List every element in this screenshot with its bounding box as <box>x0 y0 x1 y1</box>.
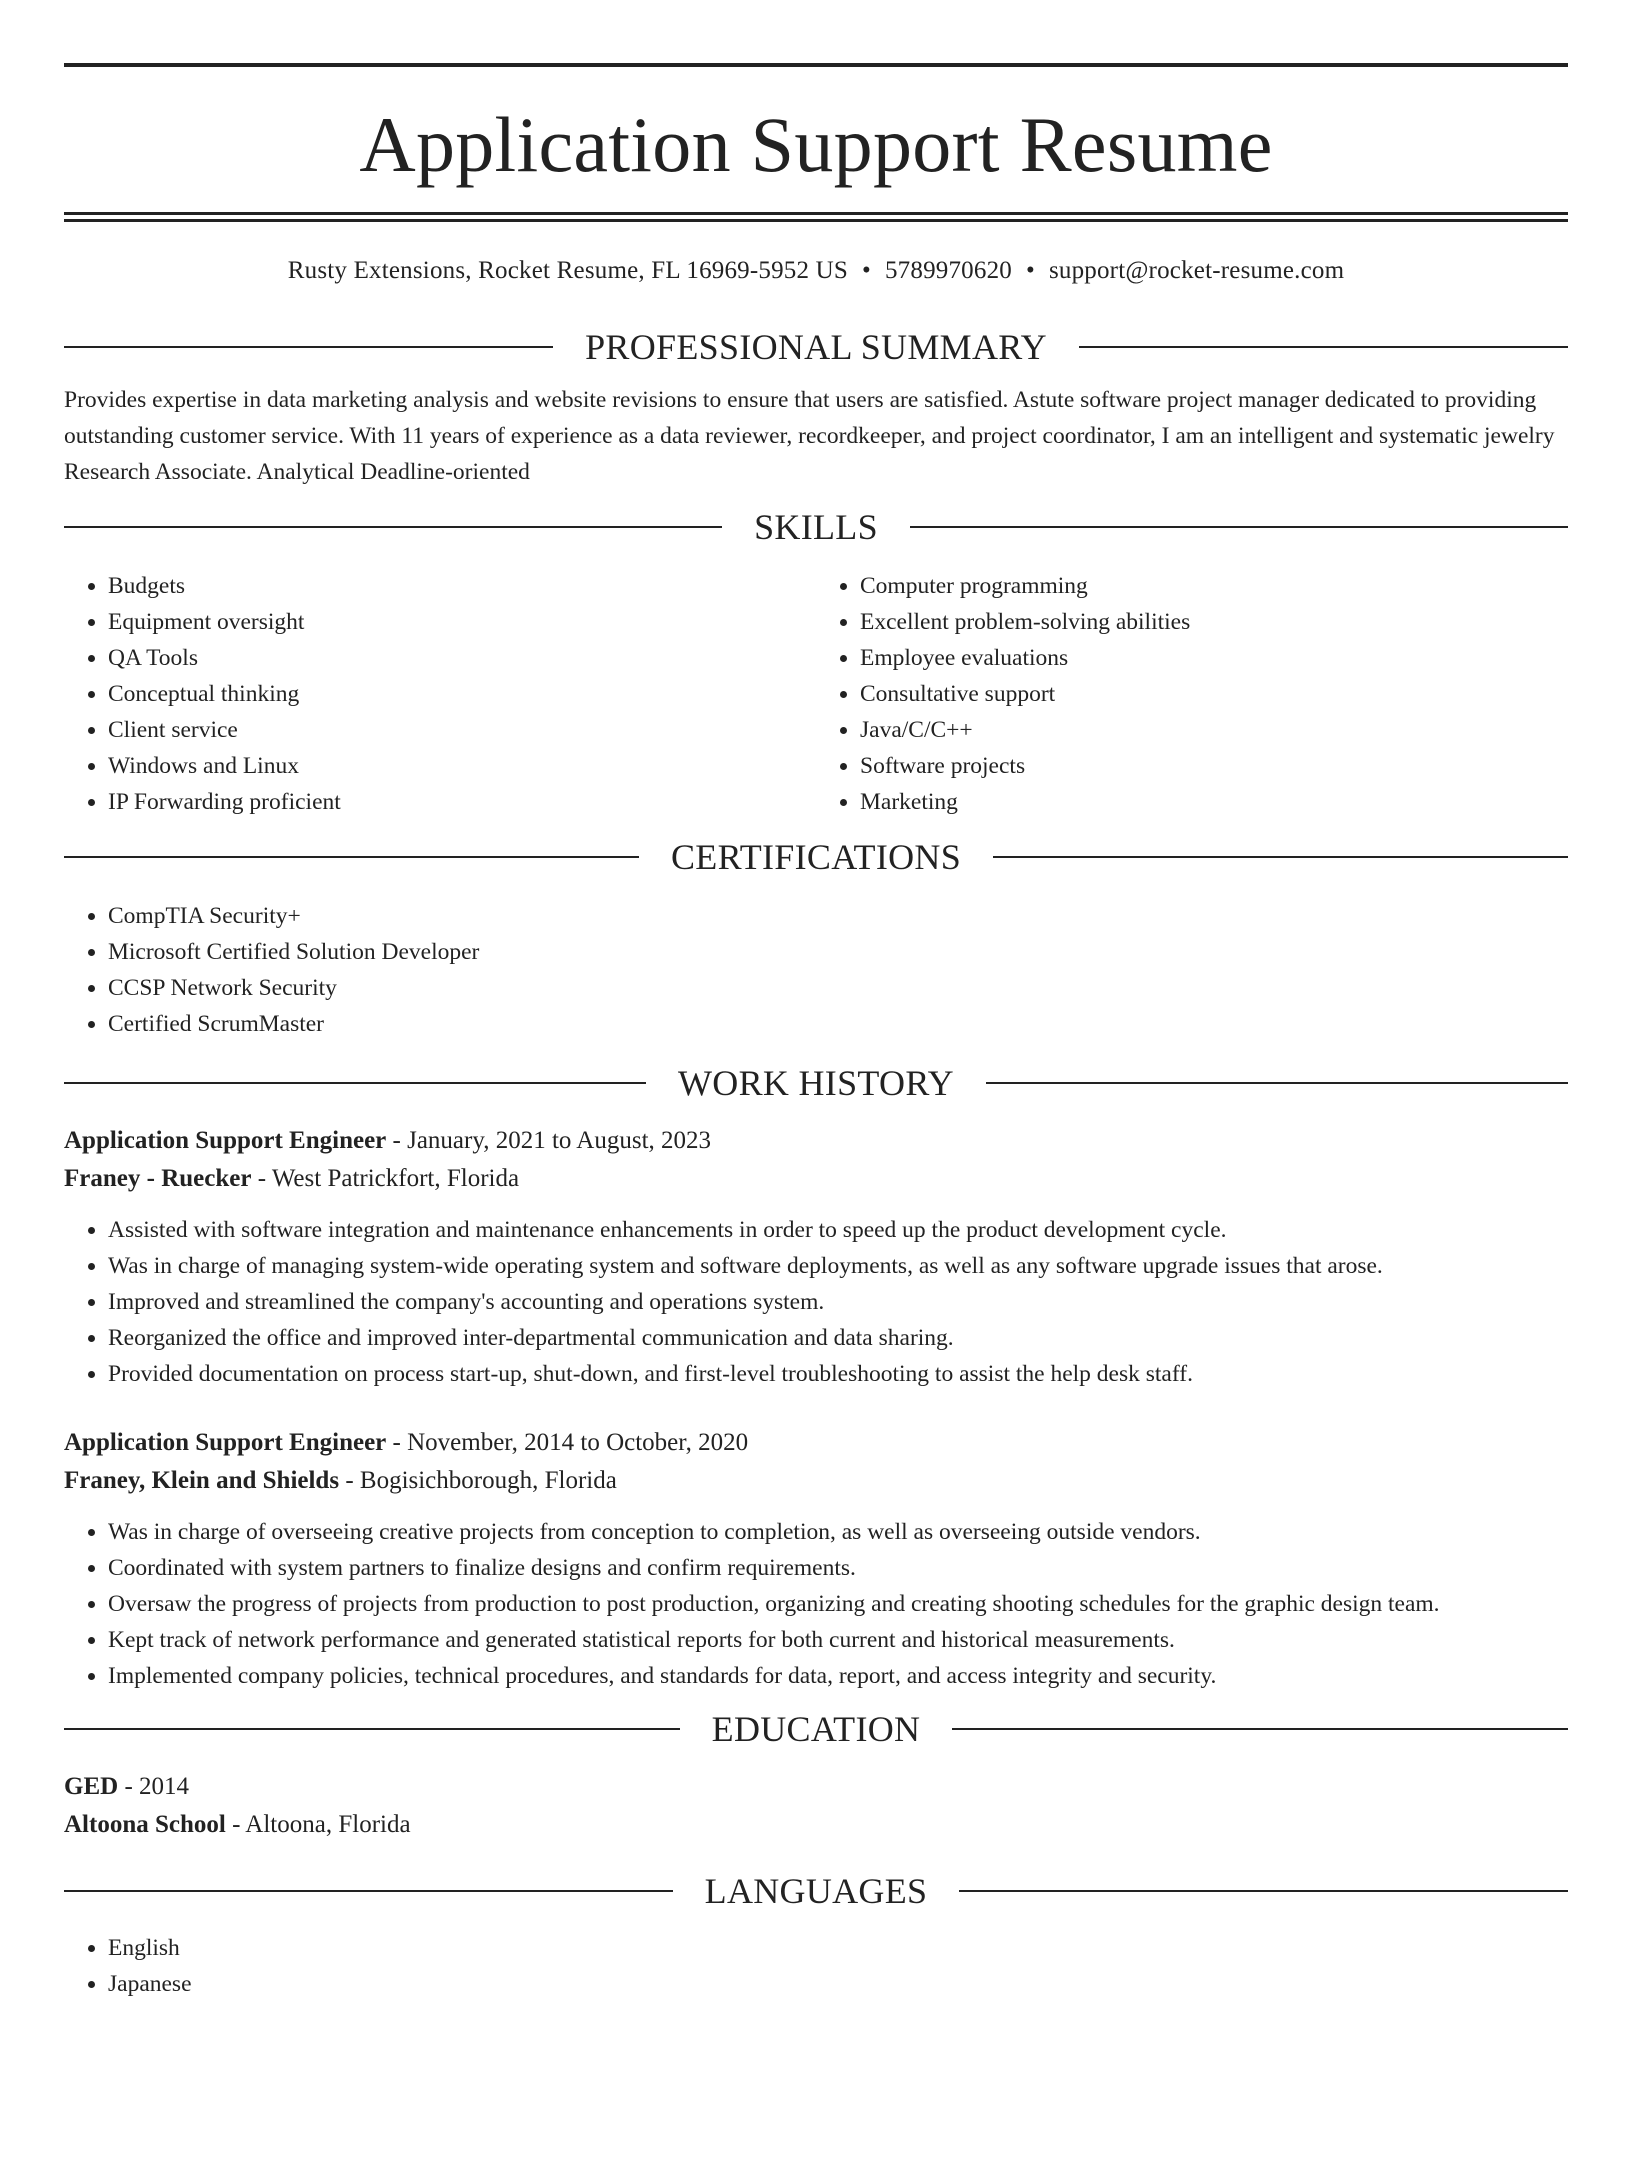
resume-page <box>0 63 1632 2175</box>
job-separator: - <box>386 1429 408 1456</box>
contact-separator: • <box>1025 257 1035 284</box>
list-item: • English <box>108 1930 1568 1966</box>
list-item: • Marketing <box>860 784 1568 820</box>
list-item: • Conceptual thinking <box>108 676 816 712</box>
job-company: Franey, Klein and Shields <box>64 1467 340 1494</box>
list-item: • Software projects <box>860 748 1568 784</box>
heading-rule-right <box>993 856 1568 858</box>
section-heading-work <box>64 1062 1568 1104</box>
skills-column-left <box>64 568 816 820</box>
section-heading-skills <box>64 506 1568 548</box>
job-separator: - <box>386 1127 408 1154</box>
contact-phone: 5789970620 <box>884 257 1012 284</box>
list-item: • Consultative support <box>860 676 1568 712</box>
section-heading-education <box>64 1708 1568 1750</box>
heading-rule-left <box>64 526 722 528</box>
list-item: • Computer programming <box>860 568 1568 604</box>
heading-rule-left <box>64 1890 673 1892</box>
job-dates: January, 2021 to August, 2023 <box>407 1127 712 1154</box>
list-item: • Improved and streamlined the company's accounting and operations system. <box>108 1284 1568 1320</box>
list-item: • CCSP Network Security <box>108 970 1568 1006</box>
section-heading-certifications <box>64 836 1568 878</box>
summary-text: Provides expertise in data marketing analysis and website revisions to ensure that users are satisfied. Astute software project manager dedicated to providing outstanding customer service. With 11 years of experience as a data reviewer, recordkeeper, and project coordinator, I am an intelligent and systematic jewelry Research Associate. Analytical Deadline-oriented <box>64 387 1555 485</box>
list-item: • Excellent problem-solving abilities <box>860 604 1568 640</box>
heading-rule-left <box>64 1728 680 1730</box>
heading-rule-right <box>986 1082 1568 1084</box>
list-item: • Was in charge of overseeing creative projects from conception to completion, as well as overseeing outside vendors. <box>108 1514 1568 1550</box>
list-item: • Budgets <box>108 568 816 604</box>
list-item: • Windows and Linux <box>108 748 816 784</box>
education-school: Altoona School <box>64 1811 226 1838</box>
list-item: • Client service <box>108 712 816 748</box>
list-item: • Implemented company policies, technical procedures, and standards for data, report, and access integrity and security. <box>108 1658 1568 1694</box>
contact-email: support@rocket-resume.com <box>1048 257 1345 284</box>
education-entry <box>64 1768 1568 1844</box>
heading-rule-left <box>64 1082 646 1084</box>
education-separator: - <box>118 1773 140 1800</box>
list-item: • CompTIA Security+ <box>108 898 1568 934</box>
job-bullets <box>64 1514 1568 1694</box>
contact-separator: • <box>862 257 871 284</box>
job-location: West Patrickfort, Florida <box>271 1165 520 1192</box>
list-item: • Kept track of network performance and generated statistical reports for both current and historical measurements. <box>108 1622 1568 1658</box>
education-degree: GED <box>64 1773 119 1800</box>
list-item: • QA Tools <box>108 640 816 676</box>
heading-rule-right <box>959 1890 1568 1892</box>
list-item: • Java/C/C++ <box>860 712 1568 748</box>
top-rule <box>64 63 1568 67</box>
list-item: • IP Forwarding proficient <box>108 784 816 820</box>
list-item: • Certified ScrumMaster <box>108 1006 1568 1042</box>
education-year: 2014 <box>139 1773 190 1800</box>
job-title-line <box>64 1122 1568 1160</box>
list-item: • Equipment oversight <box>108 604 816 640</box>
job-title: Application Support Engineer <box>64 1127 387 1154</box>
job-title: Application Support Engineer <box>64 1429 387 1456</box>
job-company-line <box>64 1160 1568 1198</box>
contact-address: Rusty Extensions, Rocket Resume, FL 16969-5952 US <box>287 257 849 284</box>
skills-column-right <box>816 568 1568 820</box>
list-item: • Assisted with software integration and maintenance enhancements in order to speed up the product development cycle. <box>108 1212 1568 1248</box>
education-separator: - <box>225 1811 246 1838</box>
education-location: Altoona, Florida <box>245 1811 411 1838</box>
certifications-list <box>64 898 1568 1042</box>
section-heading-label: PROFESSIONAL SUMMARY <box>585 327 1047 367</box>
job-location: Bogisichborough, Florida <box>359 1467 617 1494</box>
title-double-rule <box>64 212 1568 222</box>
heading-rule-right <box>952 1728 1568 1730</box>
education-school-line <box>64 1806 1568 1844</box>
heading-rule-left <box>64 856 639 858</box>
heading-rule-right <box>1079 346 1568 348</box>
list-item: • Reorganized the office and improved inter-departmental communication and data sharing. <box>108 1320 1568 1356</box>
education-degree-line <box>64 1768 1568 1806</box>
job-separator: - <box>339 1467 360 1494</box>
section-heading-label: WORK HISTORY <box>678 1063 954 1103</box>
skills-list <box>64 568 1568 820</box>
job-company: Franey - Ruecker <box>64 1165 252 1192</box>
list-item: • Employee evaluations <box>860 640 1568 676</box>
job-title-line <box>64 1424 1568 1462</box>
languages-list <box>64 1930 1568 2002</box>
heading-rule-right <box>910 526 1568 528</box>
job-separator: - <box>251 1165 272 1192</box>
contact-line <box>64 256 1568 286</box>
section-heading-summary <box>64 326 1568 368</box>
job-company-line <box>64 1462 1568 1500</box>
job-entry <box>64 1424 1568 1694</box>
section-heading-label: EDUCATION <box>711 1709 921 1749</box>
job-entry <box>64 1122 1568 1392</box>
list-item: • Japanese <box>108 1966 1568 2002</box>
list-item: • Coordinated with system partners to finalize designs and confirm requirements. <box>108 1550 1568 1586</box>
job-bullets <box>64 1212 1568 1392</box>
page-title: Application Support Resume <box>359 101 1273 188</box>
list-item: • Oversaw the progress of projects from production to post production, organizing and creating shooting schedules for the graphic design team. <box>108 1586 1568 1622</box>
list-item: • Was in charge of managing system-wide operating system and software deployments, as well as any software upgrade issues that arose. <box>108 1248 1568 1284</box>
section-heading-label: CERTIFICATIONS <box>670 837 962 877</box>
section-heading-label: SKILLS <box>754 507 878 547</box>
job-dates: November, 2014 to October, 2020 <box>407 1429 749 1456</box>
list-item: • Microsoft Certified Solution Developer <box>108 934 1568 970</box>
list-item: • Provided documentation on process start-up, shut-down, and first-level troubleshooting to assist the help desk staff. <box>108 1356 1568 1392</box>
section-heading-languages <box>64 1870 1568 1912</box>
section-heading-label: LANGUAGES <box>704 1871 928 1911</box>
heading-rule-left <box>64 346 553 348</box>
